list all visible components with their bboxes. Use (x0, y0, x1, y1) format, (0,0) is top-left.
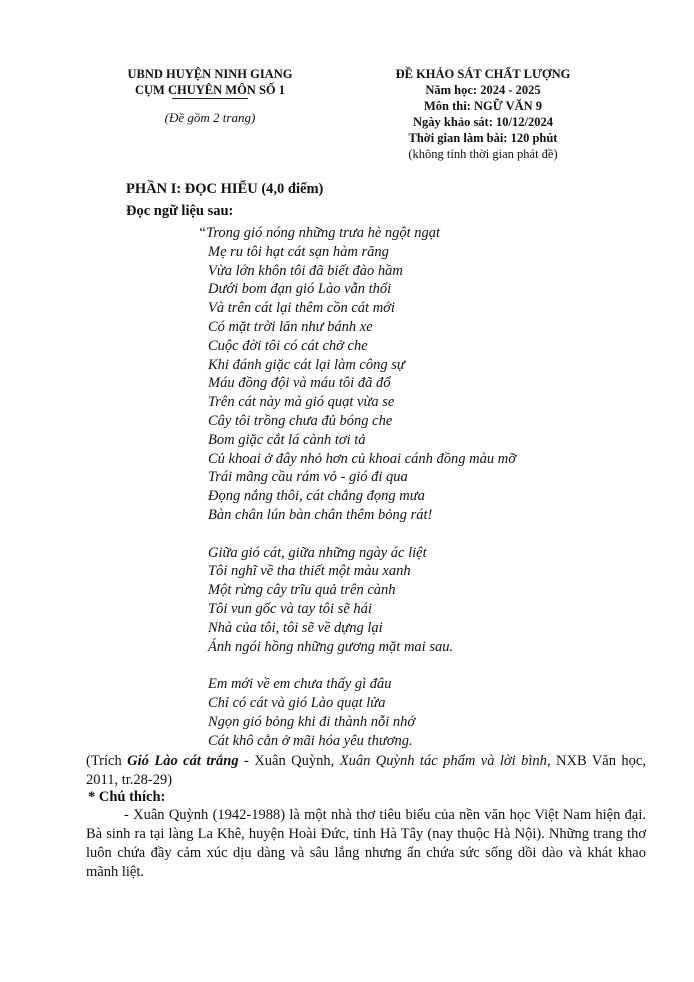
header-right (380, 66, 586, 162)
poem-line: Tôi nghĩ về tha thiết một màu xanh (208, 563, 411, 580)
poem-line: Có mặt trời lăn như bánh xe (208, 318, 373, 335)
poem-line: Cát khô cằn ở mãi hóa yêu thương. (208, 732, 413, 749)
poem-line: Và trên cát lại thêm cồn cát mới (208, 300, 395, 317)
poem-line: Vừa lớn khôn tôi đã biết đào hầm (208, 262, 403, 279)
header-underline (172, 98, 248, 99)
poem-line: Bàn chân lún bàn chân thêm bỏng rát! (208, 506, 433, 523)
poem-line: Nhà của tôi, tôi sẽ về dựng lại (208, 619, 383, 636)
school-year: Năm học: 2024 - 2025 (425, 83, 541, 97)
notes-body: - Xuân Quỳnh (1942-1988) là một nhà thơ tiêu biểu của nền văn học Việt Nam hiện đại. Bà sinh ra tại làng La Khê, huyện Hoài Đức, tỉnh Hà Tây (nay thuộc Hà Nội). Những trang thơ luôn chứa đầy cảm xúc dịu dàng và sâu lắng nhưng ẩn chứa sức sống dồi dào và khát khao mãnh liệt. (86, 807, 646, 880)
source-publisher: , NXB Văn học, 2011, tr.28-29) (86, 753, 646, 788)
poem-line: Ngọn gió bỏng khi đi thành nỗi nhớ (208, 713, 416, 730)
exam-date: Ngày khảo sát: 10/12/2024 (413, 115, 553, 129)
poem-line: Củ khoai ở đây nhỏ hơn củ khoai cánh đồng màu mỡ (208, 450, 516, 467)
notes-title: * Chú thích: (88, 789, 166, 805)
poem-line: Trái mãng cầu rám vỏ - gió đi qua (208, 469, 408, 486)
poem-line: Ánh ngói hồng những gương mặt mai sau. (208, 638, 454, 655)
poem-line: Bom giặc cắt lá cành tơi tả (208, 431, 366, 448)
cluster-name: CỤM CHUYÊN MÔN SỐ 1 (135, 83, 285, 97)
poem-line: Chỉ có cát và gió Lào quạt lửa (208, 694, 386, 711)
poem-line: Dưới bom đạn gió Lào vẫn thổi (208, 281, 392, 298)
poem (198, 224, 516, 750)
poem-line: Khi đánh giặc cát lại làm công sự (208, 356, 405, 373)
stanza-gap (198, 525, 516, 544)
section-title: PHẦN I: ĐỌC HIỂU (4,0 điểm) (126, 181, 324, 197)
reading-instruction: Đọc ngữ liệu sau: (126, 203, 234, 219)
poem-line: Đọng nắng thôi, cát chẳng đọng mưa (208, 488, 425, 505)
poem-line: Một rừng cây trĩu quả trên cành (208, 582, 396, 599)
header-left (112, 66, 308, 126)
poem-line: “Trong gió nóng những trưa hè ngột ngạt (198, 225, 441, 241)
poem-line: Cây tôi trồng chưa đủ bóng che (208, 412, 393, 429)
exam-title: ĐỀ KHẢO SÁT CHẤT LƯỢNG (395, 67, 571, 81)
source-work-title: Gió Lào cát trắng (127, 753, 239, 769)
exam-subject: Môn thi: NGỮ VĂN 9 (423, 99, 543, 113)
poem-line: Giữa gió cát, giữa những ngày ác liệt (208, 544, 427, 561)
duration-note: (không tính thời gian phát đề) (408, 147, 558, 161)
poem-line: Cuộc đời tôi có cát chở che (208, 337, 368, 354)
exam-duration: Thời gian làm bài: 120 phút (408, 131, 558, 145)
stanza-gap (198, 656, 516, 675)
poem-line: Tôi vun gốc và tay tôi sẽ hái (208, 600, 372, 617)
source-book-title: Xuân Quỳnh tác phẩm và lời bình (339, 753, 547, 769)
poem-line: Em mới về em chưa thấy gì đâu (208, 676, 392, 693)
page-count-note: (Đề gồm 2 trang) (164, 110, 256, 125)
poem-line: Trên cát này mà gió quạt vừa se (208, 394, 395, 411)
poem-line: Máu đồng đội và máu tôi đã đổ (208, 375, 391, 392)
poem-source (86, 752, 646, 789)
poem-line: Mẹ ru tôi hạt cát sạn hàm răng (208, 243, 389, 260)
source-author: - Xuân Quỳnh, (238, 753, 340, 769)
district-name: UBND HUYỆN NINH GIANG (127, 67, 293, 81)
source-prefix: (Trích (86, 753, 128, 769)
